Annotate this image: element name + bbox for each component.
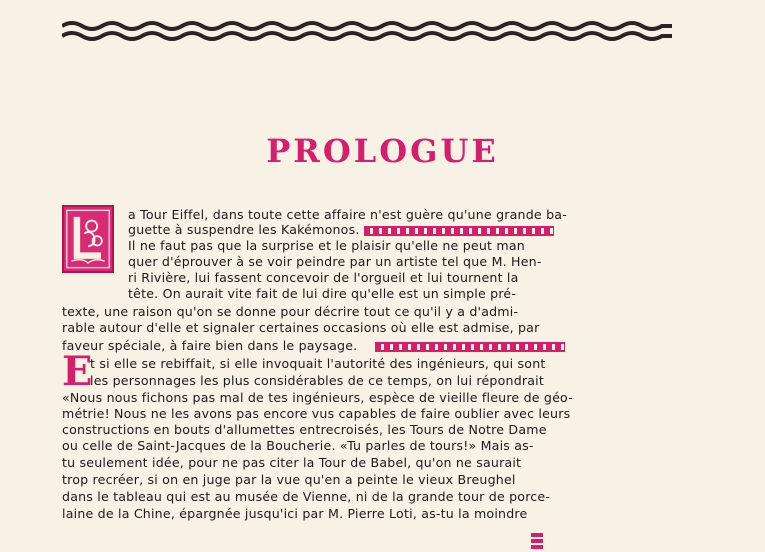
text-line: texte, une raison qu'on se donne pour décrire tout ce qu'il y a d'admi- — [62, 304, 519, 319]
top-ornamental-border — [62, 18, 672, 44]
text-line: faveur spéciale, à faire bien dans le paysage. — [62, 338, 565, 354]
text-line: Il ne faut pas que la surprise et le plaisir qu'elle ne peut man — [128, 238, 525, 253]
illuminated-drop-cap — [62, 205, 114, 273]
ornament-bar — [375, 342, 565, 352]
text-line: ou celle de Saint-Jacques de la Boucherie. «Tu parles de tours!» Mais as- — [62, 438, 534, 453]
text-line: dans le tableau qui est au musée de Vienne, ni de la grande tour de porce- — [62, 489, 551, 504]
floral-drop-cap-icon — [64, 207, 112, 271]
text-line: ri Rivière, lui fassent concevoir de l'orgueil et lui tournent la — [128, 270, 519, 285]
text-line: trop recréer, si on en juge par la vue qu'en a peinte le vieux Breughel — [62, 472, 516, 487]
section-initial: E — [62, 348, 93, 395]
text-line: tu seulement idée, pour ne pas citer la Tour de Babel, qu'on ne saurait — [62, 455, 522, 470]
text-line: tête. On aurait vite fait de lui dire qu'elle est un simple pré- — [128, 286, 517, 301]
text-line: laine de la Chine, épargnée jusqu'ici par M. Pierre Loti, as-tu la moindre — [62, 506, 528, 521]
text-line: métrie! Nous ne les avons pas encore vus capables de faire oublier avec leurs — [62, 406, 571, 421]
text-line: «Nous nous fichons pas mal de tes ingénieurs, espèce de vieille fleure de géo- — [62, 390, 573, 405]
bottom-ornament-icon — [530, 532, 544, 550]
text-line: quer d'éprouver à se voir peindre par un artiste tel que M. Hen- — [128, 254, 542, 269]
ornament-bar — [364, 226, 554, 236]
text-line: guette à suspendre les Kakémonos. — [128, 222, 554, 238]
text-line: t si elle se rebiffait, si elle invoquait l'autorité des ingénieurs, qui sont — [90, 356, 546, 371]
page-title: PROLOGUE — [266, 132, 499, 170]
text-line: les personnages les plus considérables de ce temps, on lui répondrait — [90, 373, 545, 388]
text-line: rable autour d'elle et signaler certaines occasions où elle est admise, par — [62, 320, 540, 335]
text-line: a Tour Eiffel, dans toute cette affaire n'est guère qu'une grande ba- — [128, 207, 567, 222]
text-line: constructions en bouts d'allumettes entrecroisés, les Tours de Notre Dame — [62, 422, 547, 437]
